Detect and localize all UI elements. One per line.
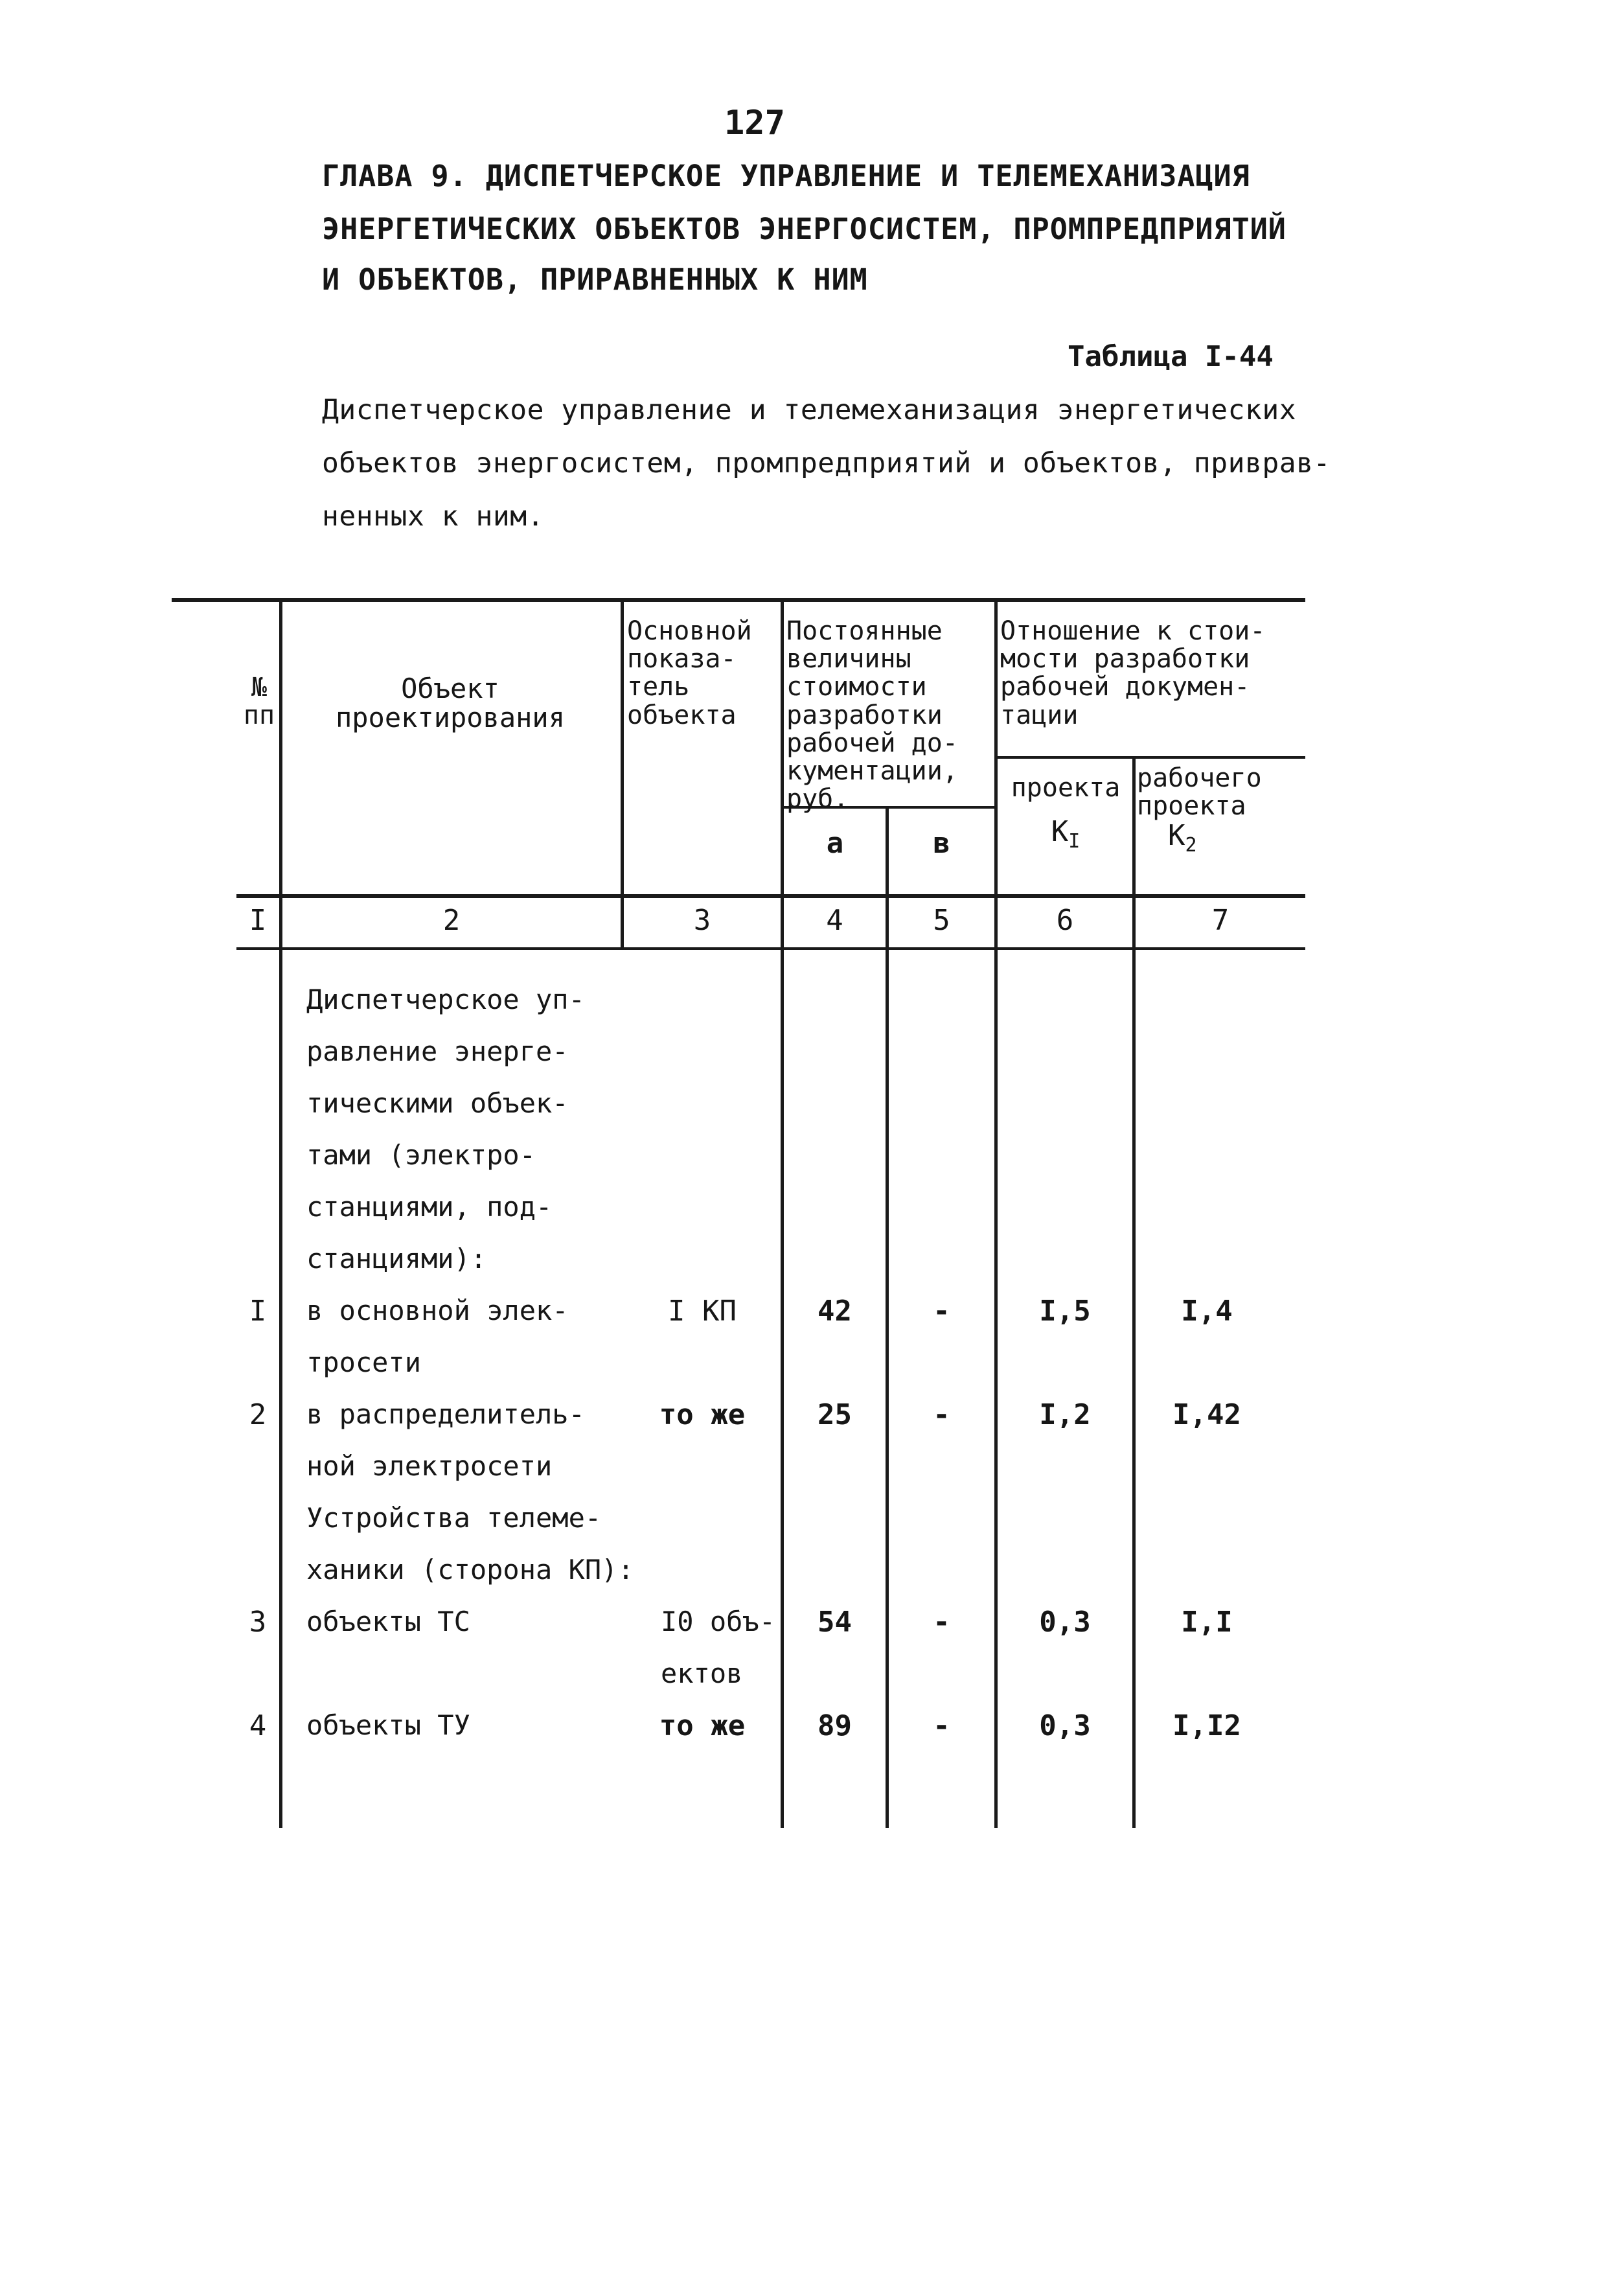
header-col-b: в	[933, 827, 950, 860]
chapter-heading-line-1: ГЛАВА 9. ДИСПЕТЧЕРСКОЕ УПРАВЛЕНИЕ И ТЕЛЕМЕХАНИЗАЦИЯ	[322, 159, 1250, 193]
chapter-heading-line-2: ЭНЕРГЕТИЧЕСКИХ ОБЪЕКТОВ ЭНЕРГОСИСТЕМ, ПРОМПРЕДПРИЯТИЙ	[322, 212, 1287, 246]
colnum-4: 4	[826, 904, 843, 937]
colnum-6: 6	[1056, 904, 1074, 937]
header-col-object: Объект проектирования	[335, 673, 565, 734]
colnum-bottom-rule	[236, 947, 1305, 950]
header-split-rule-k	[994, 756, 1305, 759]
page-number: 127	[724, 104, 785, 143]
header-bottom-rule	[236, 894, 1305, 898]
colnum-2: 2	[442, 904, 461, 937]
col-divider-3	[781, 598, 784, 1828]
table-caption-line-2: объектов энергосистем, промпредприятий и объектов, приврав-	[322, 447, 1331, 479]
header-col-number: № пп	[243, 673, 275, 731]
table-top-rule	[172, 598, 1305, 602]
header-col-a: а	[826, 827, 844, 860]
table-caption-line-3: ненных к ним.	[322, 500, 545, 533]
colnum-5: 5	[933, 904, 950, 937]
header-col-k1: проекта $К_I$	[1011, 773, 1121, 853]
header-col-indicator: Основной показа- тель объекта	[627, 616, 752, 730]
col-divider-5	[994, 598, 998, 1828]
chapter-heading-line-3: И ОБЪЕКТОВ, ПРИРАВНЕННЫХ К НИМ	[322, 262, 868, 297]
table-number-label: Таблица I-44	[1068, 340, 1274, 373]
col-divider-2	[621, 598, 624, 948]
colnum-7: 7	[1211, 904, 1229, 937]
header-col-constant-values: Постоянные величины стоимости разработки рабочей до- кументации, руб.	[786, 616, 958, 814]
table-caption-line-1: Диспетчерское управление и телемеханизация энергетических	[322, 394, 1297, 426]
header-col-ratio: Отношение к стои- мости разработки рабочей докумен- тации	[1000, 616, 1266, 730]
col-divider-1	[279, 598, 282, 1828]
header-col-k2: рабочего проекта $К_2$	[1137, 763, 1262, 857]
colnum-3: 3	[693, 904, 711, 937]
colnum-1: I	[249, 904, 267, 937]
